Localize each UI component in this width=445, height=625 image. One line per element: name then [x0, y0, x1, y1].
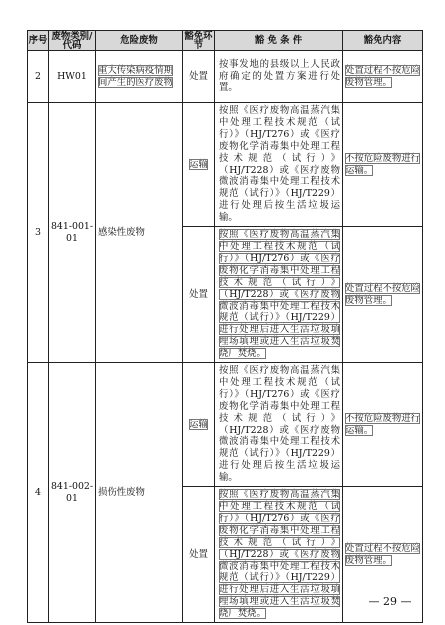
waste-name: [96, 51, 183, 103]
exemption-stage: [183, 363, 215, 487]
exemption-content: [343, 363, 423, 487]
exemption-condition: 按照《医疗废物高温蒸汽集中处理工程技术规范（试行）》（HJ/T276）或《医疗废物化学消毒集中处理工程技术规范（试行）》（HJ/T228）或《医疗废物微波消毒集中处理工程技术规范（试行）》（HJ/T229）进行处理后按生活垃圾运输。: [215, 363, 343, 487]
exemption-content-text: 处置过程不按危险废物管理。: [345, 282, 421, 306]
header-no: 序号: [28, 31, 49, 51]
header-content: 豁免内容: [343, 31, 423, 51]
header-waste: 危险废物: [96, 31, 183, 51]
exemption-content-text: 处置过程不按危险废物管理。: [345, 542, 421, 566]
exemption-stage-text: 运输: [189, 158, 208, 170]
table-row: [28, 51, 423, 103]
waste-code: 841-002-01: [49, 363, 96, 623]
page-dash-right: —: [400, 595, 412, 608]
row-number: 3: [28, 103, 49, 363]
exemption-content: [343, 227, 423, 363]
exemption-content-text: 不按危险废物进行运输。: [345, 412, 421, 436]
waste-name: 损伤性废物: [96, 363, 183, 623]
exemption-content-text: 处置过程不按危险废物管理。: [345, 64, 421, 88]
page-dash-left: —: [368, 595, 380, 608]
exemption-stage: 处置: [183, 227, 215, 363]
exemption-condition: [215, 487, 343, 623]
exemption-condition-text: 按照《医疗废物高温蒸汽集中处理工程技术规范（试行）》（HJ/T276）或《医疗废物化学消毒集中处理工程技术规范（试行）》（HJ/T228）或《医疗废物微波消毒集中处理工程技术规范（试行）》（HJ/T229）进行处理后进入生活垃圾填埋场填埋或进入生活垃圾焚烧厂焚烧。: [219, 229, 340, 360]
exemption-stage-text: 运输: [189, 418, 208, 430]
table-row: [28, 363, 423, 487]
waste-name: 感染性废物: [96, 103, 183, 363]
page-number-value: 29: [383, 595, 397, 608]
exemption-condition-text: 按照《医疗废物高温蒸汽集中处理工程技术规范（试行）》（HJ/T276）或《医疗废物化学消毒集中处理工程技术规范（试行）》（HJ/T228）或《医疗废物微波消毒集中处理工程技术规范（试行）》（HJ/T229）进行处理后进入生活垃圾填埋场填埋或进入生活垃圾焚烧厂焚烧。: [219, 489, 340, 620]
waste-code: HW01: [49, 51, 96, 103]
exemption-table: [27, 30, 423, 623]
row-number: 4: [28, 363, 49, 623]
exemption-content: [343, 51, 423, 103]
waste-code: 841-001-01: [49, 103, 96, 363]
header-stage: 豁免环节: [184, 30, 213, 51]
table-row: [28, 103, 423, 227]
exemption-stage: 处置: [183, 487, 215, 623]
waste-name-text: 重大传染病疫情期间产生的医疗废物: [98, 64, 174, 88]
header-code: 废物类别/代码: [49, 31, 96, 51]
exemption-content: [343, 103, 423, 227]
page-number: [358, 595, 422, 608]
exemption-condition: 按照《医疗废物高温蒸汽集中处理工程技术规范（试行）》（HJ/T276）或《医疗废物化学消毒集中处理工程技术规范（试行）》（HJ/T228）或《医疗废物微波消毒集中处理工程技术规范（试行）》（HJ/T229）进行处理后按生活垃圾运输。: [215, 103, 343, 227]
exemption-condition: [215, 227, 343, 363]
exemption-stage: 处置: [183, 51, 215, 103]
table-header-row: [28, 31, 423, 51]
header-condition: 豁 免 条 件: [215, 31, 343, 51]
exemption-content-text: 不按危险废物进行运输。: [345, 152, 421, 176]
row-number: 2: [28, 51, 49, 103]
exemption-condition: 按事发地的县级以上人民政府确定的处置方案进行处置。: [215, 51, 343, 103]
exemption-stage: [183, 103, 215, 227]
